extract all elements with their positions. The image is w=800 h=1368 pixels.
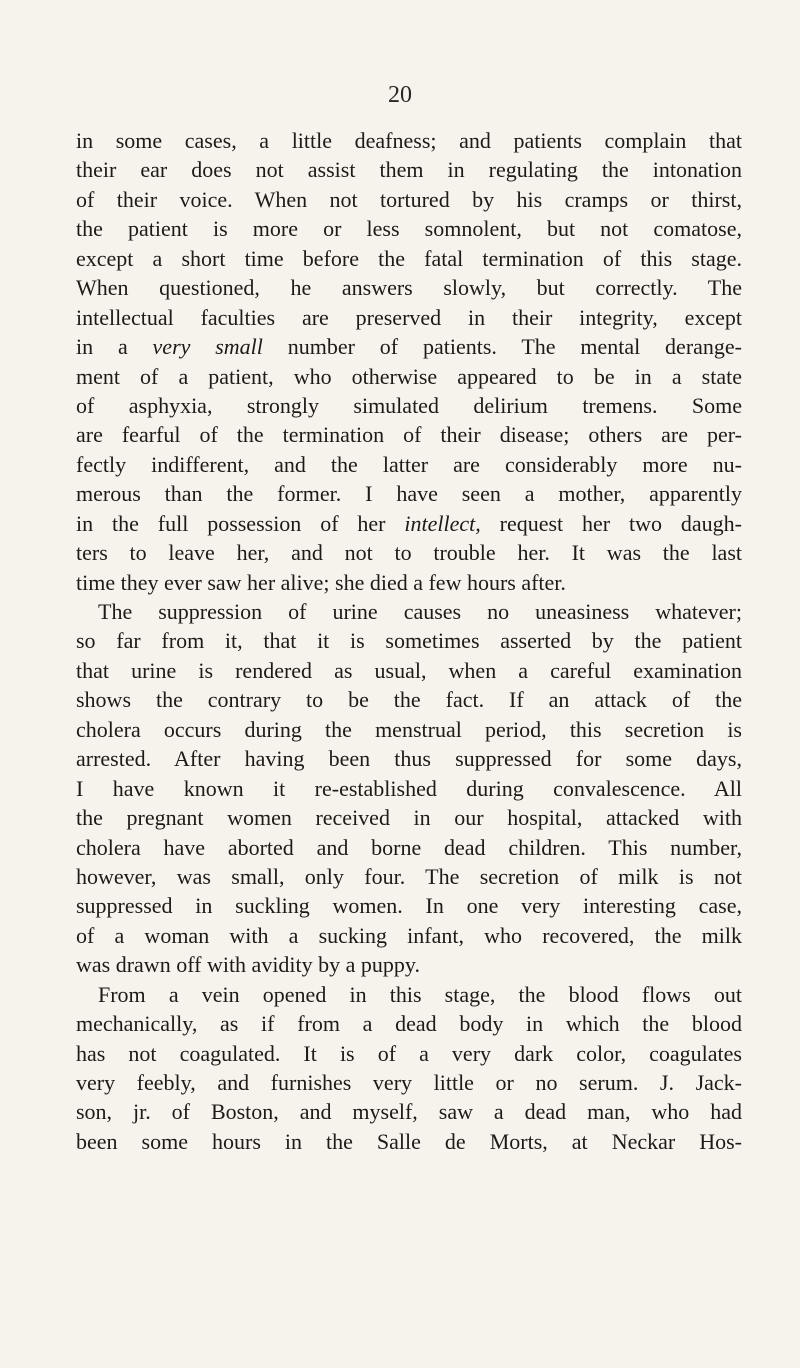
italic-emphasis: very small [152, 334, 263, 360]
text-line: mechanically, as if from a dead body in which the blood [76, 1011, 742, 1037]
text-line: son, jr. of Boston, and myself, saw a dead man, who had [76, 1099, 742, 1125]
text-line: fectly indifferent, and the latter are considerably more nu- [76, 451, 742, 477]
text-line: intellectual faculties are preserved in their integrity, except [76, 304, 742, 330]
text-line: ters to leave her, and not to trouble her. It was the last [76, 540, 742, 566]
text-segment: in the full possession of her [76, 510, 405, 536]
text-line: of a woman with a sucking infant, who recovered, the milk [76, 922, 742, 948]
body-text [76, 126, 742, 1156]
text-line: of their voice. When not tortured by his cramps or thirst, [76, 186, 742, 212]
text-line: of asphyxia, strongly simulated delirium tremens. Some [76, 392, 742, 418]
text-line: The suppression of urine causes no uneasiness whatever; [98, 599, 742, 624]
text-line: has not coagulated. It is of a very dark color, coagulates [76, 1040, 742, 1066]
text-line: was drawn off with avidity by a puppy. [76, 952, 420, 978]
text-segment: number of patients. The mental derange- [262, 334, 742, 360]
text-line: are fearful of the termination of their disease; others are per- [76, 422, 742, 448]
text-line [76, 509, 742, 538]
text-line: been some hours in the Salle de Morts, at Neckar Hos- [76, 1128, 742, 1154]
text-line: however, was small, only four. The secretion of milk is not [76, 863, 742, 889]
text-line: that urine is rendered as usual, when a careful examination [76, 657, 742, 683]
text-line: in some cases, a little deafness; and patients complain that [76, 128, 742, 153]
text-line: I have known it re-established during convalescence. All [76, 775, 742, 801]
text-line: From a vein opened in this stage, the blood flows out [98, 981, 742, 1007]
text-line: so far from it, that it is sometimes asserted by the patient [76, 628, 742, 654]
text-line: the pregnant women received in our hospital, attacked with [76, 805, 742, 831]
text-line: arrested. After having been thus suppressed for some days, [76, 746, 742, 772]
page-number: 20 [388, 82, 412, 108]
text-line: the patient is more or less somnolent, but not comatose, [76, 216, 742, 242]
text-line: cholera have aborted and borne dead children. This number, [76, 834, 742, 860]
text-line: cholera occurs during the menstrual period, this secretion is [76, 716, 742, 742]
text-line: suppressed in suckling women. In one very interesting case, [76, 893, 742, 919]
text-line [76, 332, 742, 361]
text-segment: request her two daugh- [480, 510, 742, 536]
text-line: shows the contrary to be the fact. If an attack of the [76, 687, 742, 713]
text-line: their ear does not assist them in regulating the intonation [76, 157, 742, 183]
text-line: merous than the former. I have seen a mother, apparently [76, 481, 742, 507]
text-segment: in a [76, 334, 153, 360]
text-line: When questioned, he answers slowly, but correctly. The [76, 275, 742, 301]
text-line: time they ever saw her alive; she died a few hours after. [76, 569, 566, 595]
italic-emphasis: intellect, [404, 510, 481, 536]
text-line: very feebly, and furnishes very little or no serum. J. Jack- [76, 1070, 742, 1095]
text-line: except a short time before the fatal termination of this stage. [76, 245, 742, 271]
text-line: ment of a patient, who otherwise appeared to be in a state [76, 363, 742, 389]
